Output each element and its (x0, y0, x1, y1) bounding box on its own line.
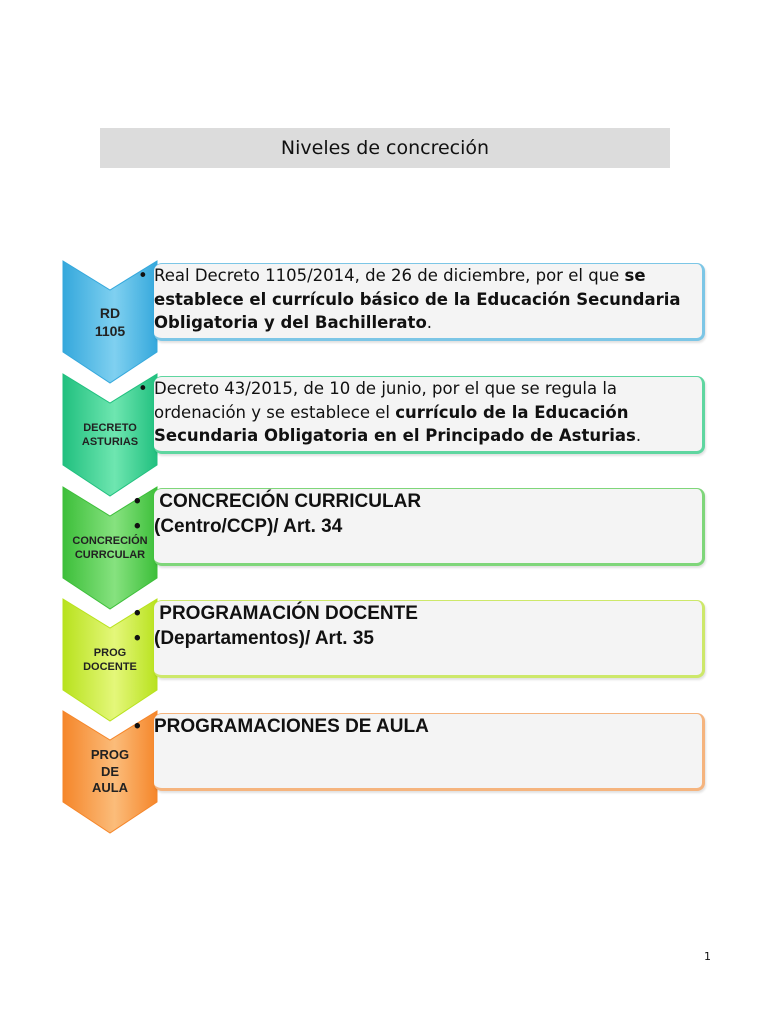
level-bullet-item (154, 514, 702, 539)
level-label-line: DOCENTE (83, 660, 137, 673)
level-label-line: DE (100, 763, 120, 779)
level-label-5 (62, 747, 158, 798)
level-bullet-text: PROGRAMACIÓN DOCENTE (154, 603, 418, 624)
level-bullet-text: (Centro/CCP)/ Art. 34 (154, 516, 343, 537)
level-bullet-item (154, 601, 702, 626)
level-bullet-item (154, 377, 702, 448)
level-bullet-text: PROGRAMACIONES DE AULA (154, 716, 429, 737)
level-bullet-text: (Departamentos)/ Art. 35 (154, 628, 374, 649)
level-text-box-1 (154, 263, 705, 341)
level-text-box-2 (154, 376, 705, 454)
level-bullet-text: CONCRECIÓN CURRICULAR (154, 491, 422, 512)
level-label-4 (62, 646, 158, 675)
level-bullet-item (154, 489, 702, 514)
level-label-line: CURRCULAR (74, 548, 146, 561)
level-bullet-list (154, 264, 702, 335)
level-bullet-text: currículo de la Educación Secundaria Obligatoria en el Principado de Asturias (154, 402, 636, 445)
level-label-1 (62, 304, 158, 340)
level-label-line: AULA (91, 780, 129, 796)
level-bullet-item (154, 264, 702, 335)
level-bullet-list (154, 377, 702, 448)
level-label-line: CONCRECIÓN (72, 534, 148, 547)
level-label-line: DECRETO (83, 421, 137, 434)
level-bullet-list (154, 489, 702, 539)
level-bullet-text: Real Decreto 1105/2014, de 26 de diciembre, por el que (154, 266, 625, 285)
level-label-line: ASTURIAS (81, 435, 139, 448)
level-bullet-list (154, 601, 702, 651)
page-number: 1 (704, 950, 711, 963)
level-bullet-text: se establece el currículo básico de la Educación Secundaria Obligatoria y del Bachillerato (154, 266, 687, 332)
level-bullet-text: Decreto 43/2015, de 10 de junio, por el que se regula la ordenación y se establece el (154, 379, 623, 422)
level-label-line: PROG (93, 646, 127, 659)
level-label-2 (62, 421, 158, 450)
level-text-box-5 (154, 713, 705, 791)
level-bullet-item (154, 714, 702, 739)
level-label-line: 1105 (94, 322, 126, 339)
level-bullet-text: . (635, 426, 642, 445)
level-text-box-4 (154, 600, 705, 678)
level-label-line: RD (99, 304, 121, 321)
page-title: Niveles de concreción (100, 128, 670, 168)
level-label-3 (62, 534, 158, 563)
level-text-box-3 (154, 488, 705, 566)
level-bullet-text: . (426, 313, 433, 332)
level-label-line: PROG (90, 746, 130, 762)
level-bullet-list (154, 714, 702, 739)
level-bullet-item (154, 626, 702, 651)
